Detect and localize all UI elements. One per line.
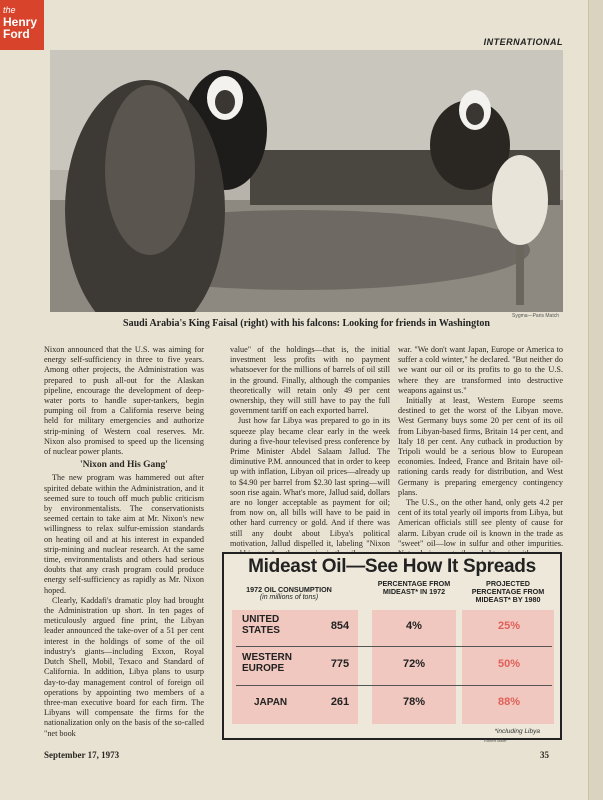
article-column-1 bbox=[44, 345, 204, 739]
falcon-photo bbox=[50, 50, 563, 312]
consumption-units: (in millions of tons) bbox=[259, 594, 319, 601]
oil-infobox bbox=[222, 552, 562, 740]
row-pct1972-japan: 78% bbox=[402, 696, 426, 708]
row-pct1980-western-europe: 50% bbox=[497, 658, 521, 670]
row-consumption-japan: 261 bbox=[330, 696, 350, 708]
consumption-header-text: 1972 OIL CONSUMPTION bbox=[246, 585, 332, 594]
row-pct1972-western-europe: 72% bbox=[402, 658, 426, 670]
paragraph: value" of the holdings—that is, the initial investment less profits with no payment whatsoever for the millions of barrels of oil still in the ground. Finally, although the companies theoretically will retain only 49 per cent ownership, they will still have to pay the full government tariff on each exported barrel. bbox=[230, 345, 390, 416]
paragraph: The new program was hammered out after spirited debate within the Administration, and it seemed sure to touch off much public criticism by environmentalists. The conservationists seemed certain to take aim at Mr. Nixon's new willingness to relax sulfur-emission standards on heating oil and at his interest in expanded strip-mining and nuclear research. At the same time, environmentalists and others had serious doubts that any crash program could produce energy self-sufficiency as rapidly as Mr. Nixon hoped. bbox=[44, 473, 204, 595]
row-divider bbox=[236, 685, 552, 686]
row-divider bbox=[236, 646, 552, 647]
row-consumption-us: 854 bbox=[330, 620, 350, 632]
photo-credit: Sygma—Paris Match bbox=[512, 313, 559, 319]
photo-caption: Saudi Arabia's King Faisal (right) with his falcons: Looking for friends in Washington bbox=[123, 318, 490, 329]
row-pct1972-us: 4% bbox=[406, 620, 422, 632]
pct-1972-header: PERCENTAGE FROM MIDEAST* IN 1972 bbox=[377, 579, 451, 596]
paragraph: Clearly, Kaddafi's dramatic ploy had brought the Administration up short. In ten pages of meticulously argued fine print, the Libyan leader announced the take-over of a 51 per cent interest in the holdings of some of the oil industry's giants—including Exxon, Royal Dutch Shell, Mobil, Texaco and Standard of California. In addition, Libya plans to usurp day-to-day management control of foreign oil operations by appointing two members of a three-man executive board for each firm. The Libyans will compensate the firms for the nationalization only on the basis of the so-called "net book bbox=[44, 595, 204, 738]
logo-line-2: Henry bbox=[3, 15, 38, 29]
paragraph: Nixon announced that the U.S. was aiming for energy self-sufficiency in three to five years. Among other projects, the Administration was prepared to push all-out for the Alaskan pipeline, encourage the development of deep-water ports to handle super-tankers, begin pumping oil from a California reserve being held for military emergencies and authorize strip-mining of Western coal reserves. Mr. Nixon also promised to speed up the licensing of nuclear power plants. bbox=[44, 345, 204, 457]
row-pct1980-japan: 88% bbox=[497, 696, 521, 708]
article-column-3 bbox=[398, 345, 563, 559]
infobox-title: Mideast Oil—See How It Spreads bbox=[248, 556, 536, 577]
row-consumption-western-europe: 775 bbox=[330, 658, 350, 670]
row-region-western-europe: WESTERN EUROPE bbox=[242, 652, 292, 674]
logo-line-3: Ford bbox=[3, 27, 30, 41]
paragraph: war. "We don't want Japan, Europe or America to suffer a cold winter," he declared. "But neither do we want our oil or its profits to go to the U.S. where they are transformed into destructive weapons against us." bbox=[398, 345, 563, 395]
row-region-us: UNITED STATES bbox=[242, 614, 280, 636]
section-label: INTERNATIONAL bbox=[483, 37, 563, 47]
paragraph: The U.S., on the other hand, only gets 4.2 per cent of its total yearly oil imports from Libya, but American officials still see plenty of cause for alarm. Libyan crude oil is known in the trade as "sweet" oil—low in sulfur and other impurities. bbox=[398, 498, 563, 548]
consumption-header bbox=[234, 586, 344, 602]
row-pct1980-us: 25% bbox=[497, 620, 521, 632]
row-region-japan: JAPAN bbox=[254, 697, 288, 708]
issue-date: September 17, 1973 bbox=[44, 750, 120, 760]
paragraph: Just how far Libya was prepared to go in its squeeze play became clear early in the week during a five-hour televised press conference by Prime Minister Abdel Salaam Jallud. The diminutive P.M. announced that in order to keep up with inflation, Libyan oil prices—already up to $4.90 per barrel from $2.30 last spring—will soon rise again. What's more, Jallud said, dollars are no longer acceptable as payment for oil; from now on, all bills will have to be paid in other hard currency or gold. And if there was still any doubt about Libya's political motivation, Jallud dispelled it, labeling "Nixon bbox=[230, 416, 390, 548]
henry-ford-logo bbox=[0, 0, 44, 50]
page-edge-strip bbox=[588, 0, 603, 800]
chart-artist-credit: Robert Miller bbox=[484, 738, 507, 743]
pct-1980-header: PROJECTED PERCENTAGE FROM MIDEAST* BY 1980 bbox=[471, 579, 545, 604]
logo-line-1: the bbox=[3, 5, 16, 15]
subheading: 'Nixon and His Gang' bbox=[80, 460, 168, 471]
page-number: 35 bbox=[540, 750, 549, 760]
article-column-2 bbox=[230, 345, 390, 559]
paragraph: Initially at least, Western Europe seems destined to get the worst of the Libyan move. West Germany buys some 20 per cent of its oil from Libyan-based firms, Britain 14 per cent, and Italy 18 per cent. Any cutback in production by Tripoli would be a serious blow to European economies. Indeed, France and Britain have oil-rationing cards ready for distribution, and West Germany is preparing emergency contingency plans. bbox=[398, 396, 563, 497]
infobox-footnote: *including Libya bbox=[494, 728, 540, 735]
